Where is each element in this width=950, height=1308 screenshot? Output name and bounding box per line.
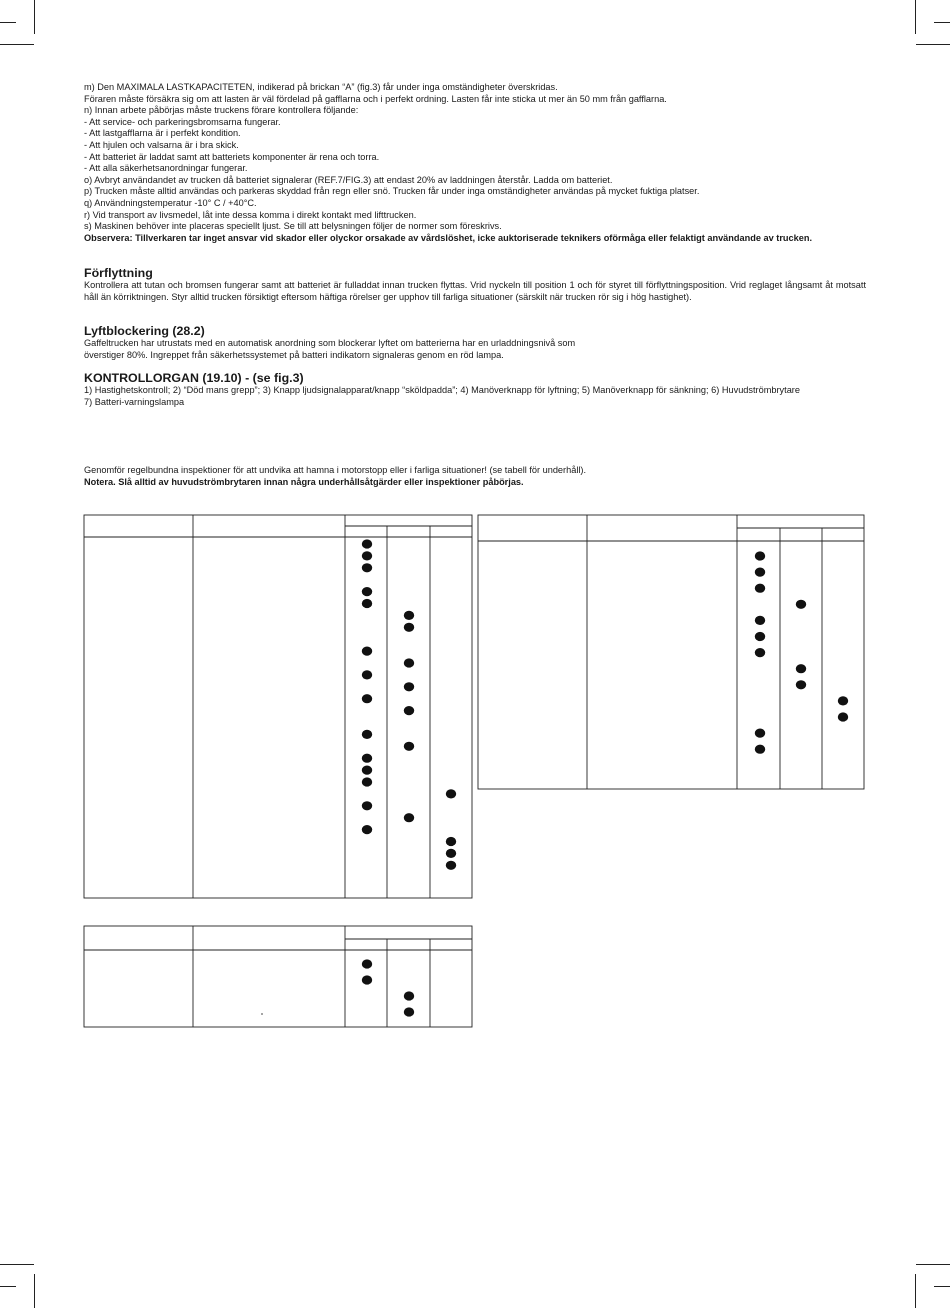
check-dot <box>755 745 765 754</box>
check-dot <box>362 670 372 679</box>
check-dot <box>404 658 414 667</box>
intro-line: q) Användningstemperatur -10° C / +40°C. <box>84 197 257 208</box>
stray-mark <box>261 1013 263 1015</box>
intro-line: o) Avbryt användandet av trucken då batteriet signalerar (REF.7/FIG.3) att endast 20% av laddningen återstår. Ladda om batteriet. <box>84 174 613 185</box>
check-dot <box>362 551 372 560</box>
check-dot <box>404 991 414 1000</box>
observera-note: Observera: Tillverkaren tar inget ansvar vid skador eller olyckor orsakade av vårdslöshet, icke auktoriserade teknikers oförmåga eller felaktigt användande av trucken. <box>84 232 813 243</box>
intro-line: - Att hjulen och valsarna är i bra skick. <box>84 139 239 150</box>
intro-line: p) Trucken måste alltid användas och parkeras skyddad från regn eller snö. Trucken får under inga omständigheter användas på mycket fuktiga platser. <box>84 186 700 197</box>
check-dot <box>362 777 372 786</box>
check-dot <box>362 959 372 968</box>
check-dot <box>362 975 372 984</box>
check-dot <box>446 849 456 858</box>
intro-line: - Att batteriet är laddat samt att batteriets komponenter är rena och torra. <box>84 151 380 162</box>
intro-line: m) Den MAXIMALA LASTKAPACITETEN, indikerad på brickan “A” (fig.3) får under inga omständigheter överskridas. <box>84 82 558 92</box>
forflyttning-text: Kontrollera att tutan och bromsen fungerar samt att batteriet är fulladdat innan trucken flyttas. Vrid nyckeln till position 1 och för styret till förflyttningsposition. Vrid reglaget långsamt åt motsatt håll än körriktningen. Styr alltid trucken försiktigt eftersom häftiga rörelser ger upphov till farliga situationer (särskilt när trucken rör sig i hög hastighet). <box>84 280 866 302</box>
check-dot <box>362 563 372 572</box>
check-dot <box>446 837 456 846</box>
lyftblockering-line: Gaffeltrucken har utrustats med en automatisk anordning som blockerar lyftet om batterierna har en urladdningsnivå som <box>84 338 576 348</box>
intro-line: s) Maskinen behöver inte placeras speciellt ljust. Se till att belysningen följer de normer som föreskrivs. <box>84 221 502 232</box>
check-dot <box>362 539 372 548</box>
check-dot <box>362 587 372 596</box>
kontrollorgan-line: 7) Batteri-varningslampa <box>84 396 185 407</box>
table-left <box>84 515 472 898</box>
maintenance-text: Genomför regelbundna inspektioner för att undvika att hamna i motorstopp eller i farliga situationer! (se tabell för underhåll). <box>84 465 587 475</box>
intro-line: - Att lastgafflarna är i perfekt kondition. <box>84 128 241 139</box>
section-heading: KONTROLLORGAN (19.10) - (se fig.3) <box>84 371 304 385</box>
check-dot <box>404 1007 414 1016</box>
check-dot <box>362 801 372 810</box>
check-dot <box>404 682 414 691</box>
intro-line: n) Innan arbete påbörjas måste truckens förare kontrollera följande: <box>84 105 359 116</box>
intro-line: r) Vid transport av livsmedel, låt inte dessa komma i direkt kontakt med lifttrucken. <box>84 209 417 220</box>
lyftblockering-line: överstiger 80%. Ingreppet från säkerhetssystemet på batteri indikatorn signaleras genom en röd lampa. <box>84 349 504 360</box>
check-dot <box>404 623 414 632</box>
section-heading: Förflyttning <box>84 266 153 280</box>
check-dot <box>796 664 806 673</box>
check-dot <box>362 694 372 703</box>
check-dot <box>362 766 372 775</box>
check-dot <box>404 611 414 620</box>
intro-line: Föraren måste försäkra sig om att lasten är väl fördelad på gafflarna och i perfekt ordning. Lasten får inte sticka ut mer än 50 mm från gafflarna. <box>84 93 667 104</box>
check-dot <box>362 825 372 834</box>
check-dot <box>755 584 765 593</box>
check-dot <box>755 729 765 738</box>
check-dot <box>362 599 372 608</box>
check-dot <box>404 813 414 822</box>
table-right <box>478 515 864 789</box>
check-dots <box>362 539 848 1016</box>
check-dot <box>362 730 372 739</box>
check-dot <box>838 712 848 721</box>
check-dot <box>446 789 456 798</box>
check-dot <box>755 648 765 657</box>
section-heading: Lyftblockering (28.2) <box>84 324 205 338</box>
check-dot <box>838 696 848 705</box>
intro-line: - Att service- och parkeringsbromsarna fungerar. <box>84 116 281 127</box>
check-dot <box>362 754 372 763</box>
check-dot <box>404 742 414 751</box>
check-dot <box>755 551 765 560</box>
check-dot <box>755 616 765 625</box>
check-dot <box>796 600 806 609</box>
check-dot <box>404 706 414 715</box>
maintenance-note: Notera. Slå alltid av huvudströmbrytaren innan några underhållsåtgärder eller inspektioner påbörjas. <box>84 476 524 487</box>
check-dot <box>755 568 765 577</box>
intro-line: - Att alla säkerhetsanordningar fungerar. <box>84 163 248 174</box>
check-dot <box>796 680 806 689</box>
check-dot <box>755 632 765 641</box>
check-dot <box>362 647 372 656</box>
check-dot <box>446 861 456 870</box>
kontrollorgan-line: 1) Hastighetskontroll; 2) “Död mans grepp”; 3) Knapp ljudsignalapparat/knapp “sköldpadda”; 4) Manöverknapp för lyftning; 5) Manöverknapp för sänkning; 6) Huvudströmbrytare <box>84 385 800 395</box>
